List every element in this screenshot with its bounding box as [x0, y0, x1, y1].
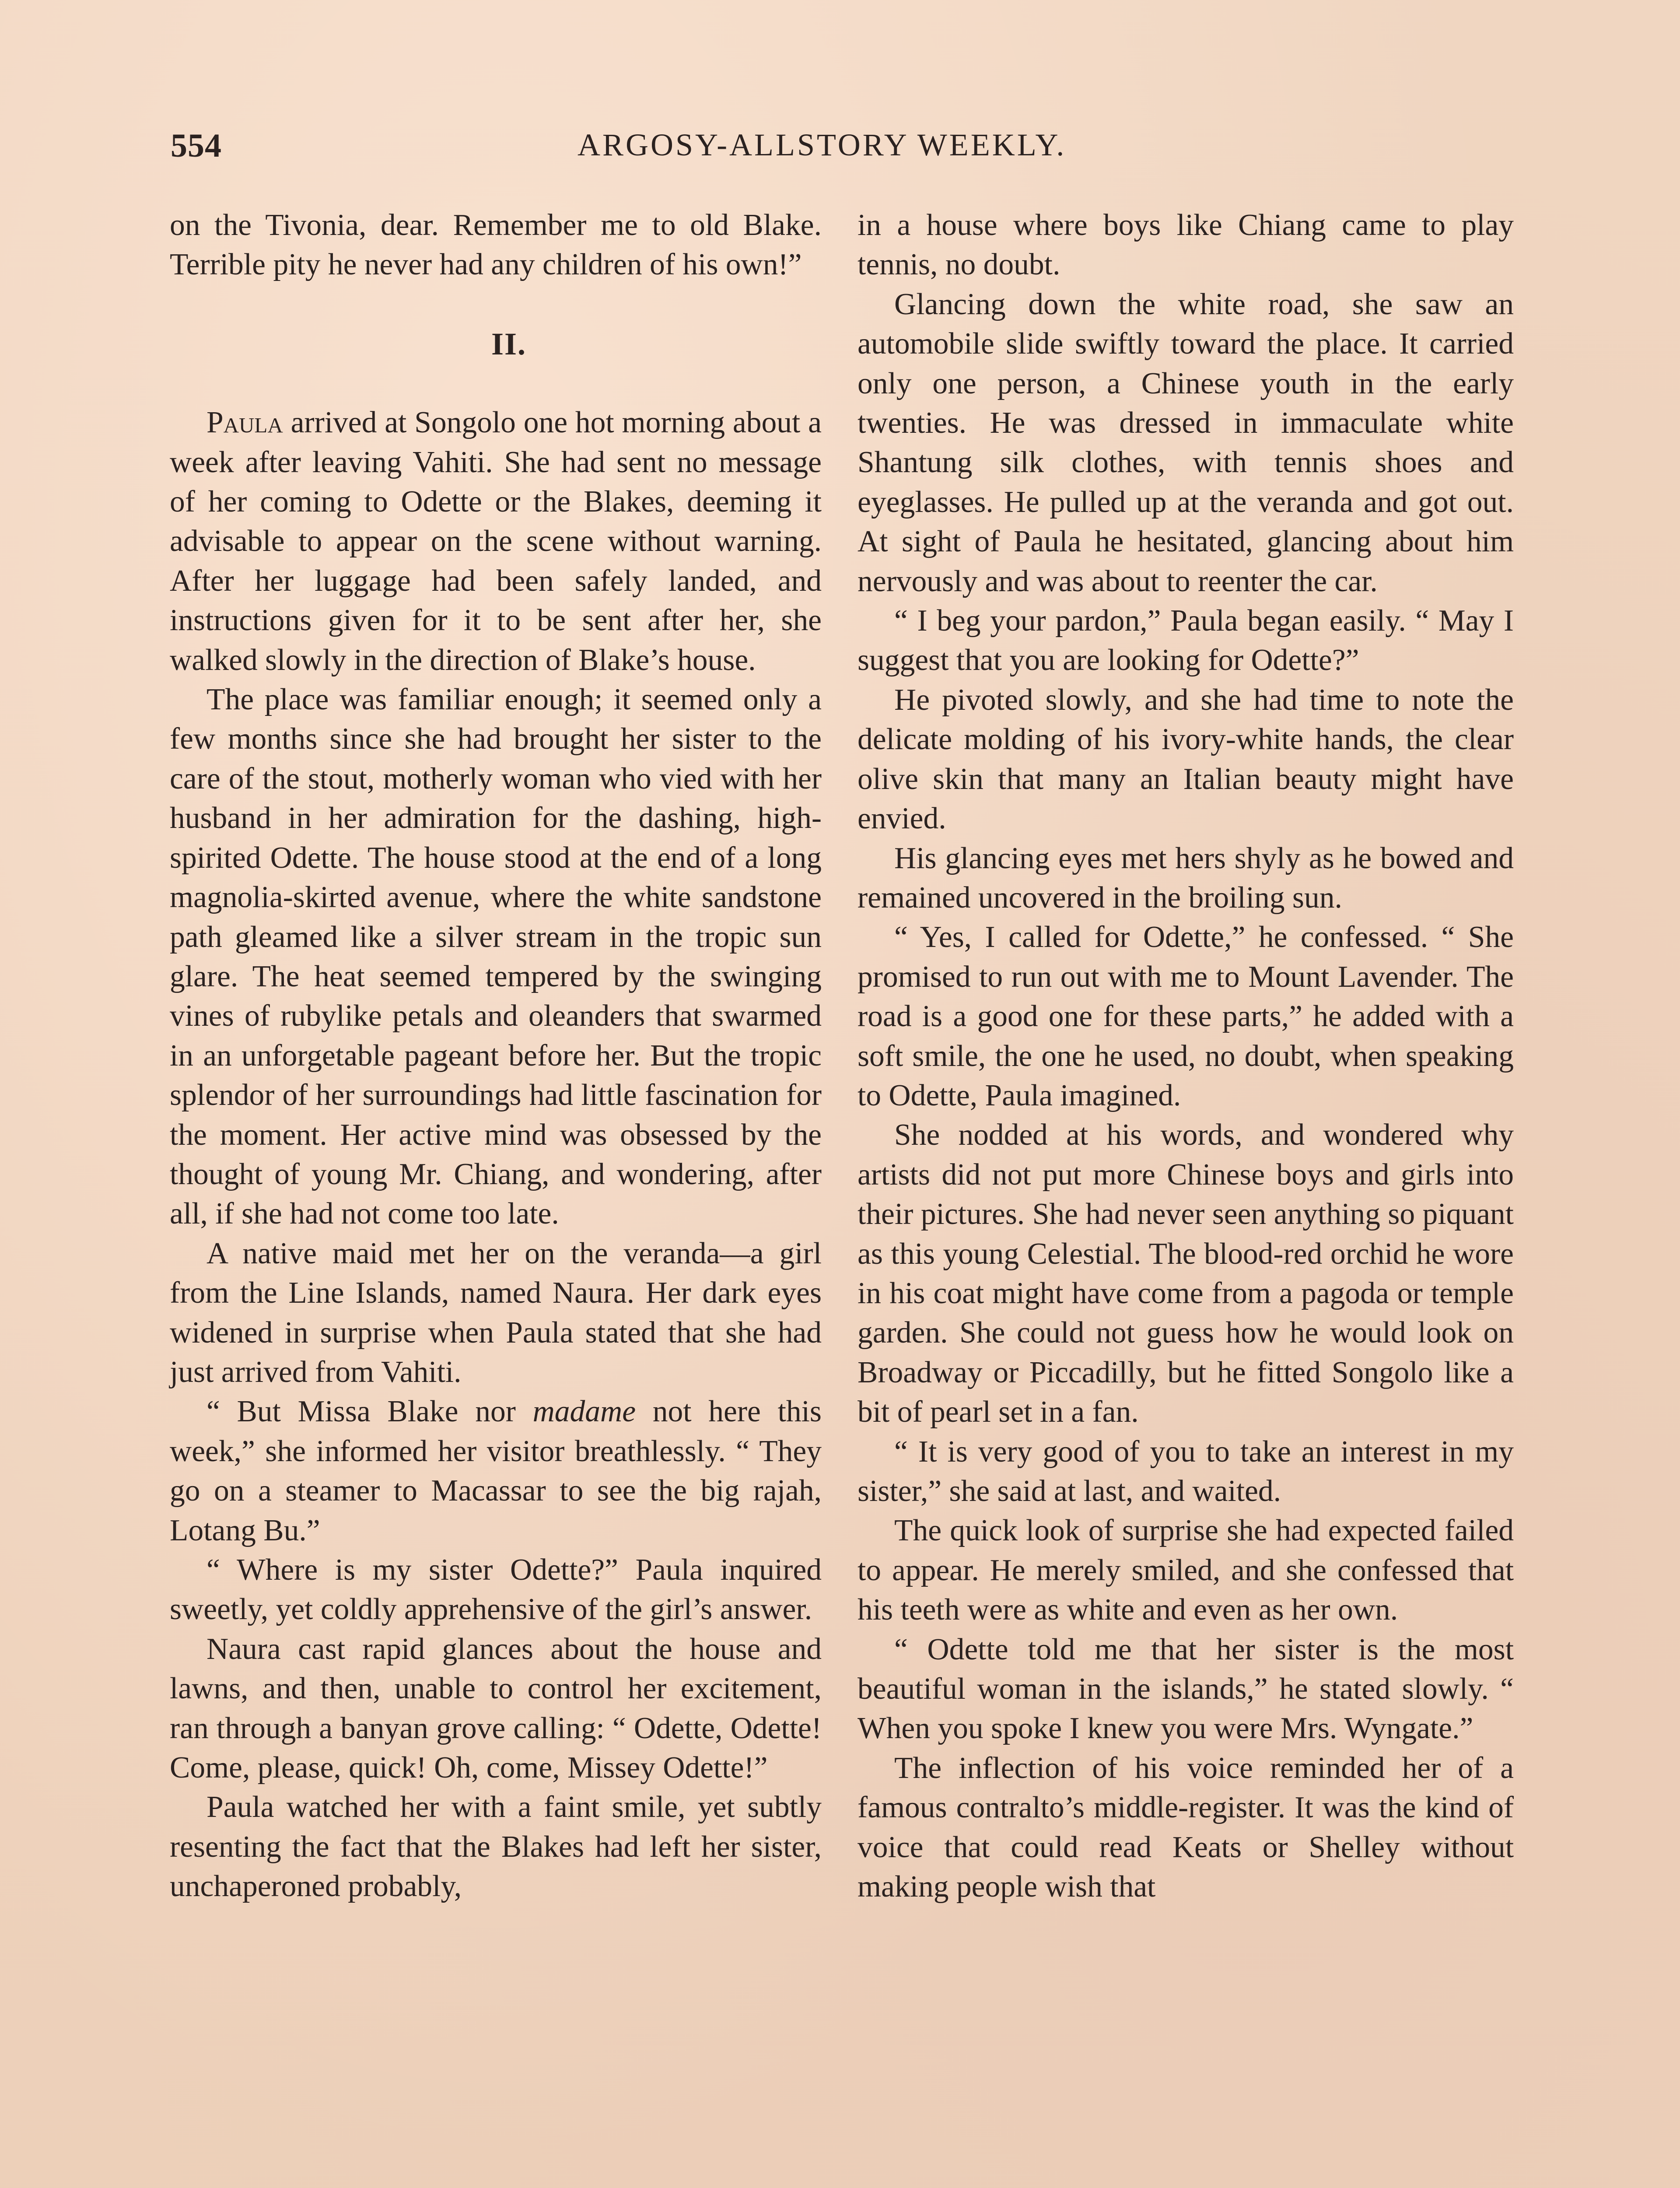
paragraph	[170, 1392, 822, 1550]
paragraph-text: arrived at Songolo one hot morning about a week after leaving Vahiti. She had sent no message of her coming to Odette or the Blakes, deeming it advisable to appear on the scene without warning. After her luggage had been safely landed, and instructions given for it to be sent after her, she walked slowly in the direction of Blake’s house.	[170, 406, 822, 677]
paragraph: Naura cast rapid glances about the house and lawns, and then, unable to control her excitement, ran through a banyan grove calling: “ Odette, Odette! Come, please, quick! Oh, come, Missey Odette!”	[170, 1632, 822, 1785]
paragraph: Glancing down the white road, she saw an automobile slide swiftly toward the place. It carried only one person, a Chinese youth in the early twenties. He was dressed in immaculate white Shantung silk clothes, with tennis shoes and eyeglasses. He pulled up at the veranda and got out. At sight of Paula he hesitated, glancing about him nervously and was about to reenter the car.	[858, 287, 1514, 598]
paragraph-text: not here this week,” she informed her visitor breathlessly. “ They go on a steamer to Macassar to see the big rajah, Lotang Bu.”	[170, 1395, 822, 1547]
italic-word: madame	[532, 1395, 636, 1429]
paragraph: He pivoted slowly, and she had time to note the delicate molding of his ivory-white hands, the clear olive skin that many an Italian beauty might have envied.	[858, 683, 1514, 836]
right-column	[858, 206, 1514, 1907]
paragraph: She nodded at his words, and wondered why artists did not put more Chinese boys and girls into their pictures. She had never seen anything so piquant as this young Celestial. The blood-red orchid he wore in his coat might have come from a pagoda or temple garden. She could not guess how he would look on Broadway or Piccadilly, but he fitted Songolo like a bit of pearl set in a fan.	[858, 1118, 1514, 1429]
page-header	[171, 127, 1518, 175]
paragraph: in a house where boys like Chiang came to play tennis, no doubt.	[858, 208, 1514, 282]
paragraph: “ It is very good of you to take an interest in my sister,” she said at last, and waited.	[858, 1434, 1514, 1508]
page-number: 554	[171, 127, 222, 164]
running-title: ARGOSY-ALLSTORY WEEKLY.	[578, 127, 1067, 162]
paragraph: Paula watched her with a faint smile, yet subtly resenting the fact that the Blakes had left her sister, unchaperoned probably,	[170, 1790, 822, 1904]
paragraph: A native maid met her on the veranda—a girl from the Line Islands, named Naura. Her dark eyes widened in surprise when Paula stated that she had just arrived from Vahiti.	[170, 1236, 822, 1389]
paragraph: on the Tivonia, dear. Remember me to old Blake. Terrible pity he never had any children of his own!”	[170, 208, 822, 282]
paragraph: The place was familiar enough; it seemed only a few months since she had brought her sister to the care of the stout, motherly woman who vied with her husband in her admiration for the dashing, high-spirited Odette. The house stood at the end of a long magnolia-skirted avenue, where the white sandstone path gleamed like a silver stream in the tropic sun glare. The heat seemed tempered by the swinging vines of rubylike petals and oleanders that swarmed in an unforgetable pageant before her. But the tropic splendor of her surroundings had little fascination for the moment. Her active mind was obsessed by the thought of young Mr. Chiang, and wondering, after all, if she had not come too late.	[170, 683, 822, 1231]
paragraph: The inflection of his voice reminded her of a famous contralto’s middle-register. It was the kind of voice that could read Keats or Shelley without making people wish that	[858, 1751, 1514, 1904]
paragraph	[170, 403, 822, 680]
paragraph: “ I beg your pardon,” Paula began easily. “ May I suggest that you are looking for Odette?”	[858, 604, 1514, 677]
paragraph: “ Odette told me that her sister is the most beautiful woman in the islands,” he stated slowly. “ When you spoke I knew you were Mrs. Wyngate.”	[858, 1632, 1514, 1746]
paragraph: His glancing eyes met hers shyly as he bowed and remained uncovered in the broiling sun.	[858, 841, 1514, 915]
paragraph-text: “ But Missa Blake nor	[206, 1395, 533, 1429]
section-heading: II.	[491, 326, 527, 361]
paragraph: “ Where is my sister Odette?” Paula inquired sweetly, yet coldly apprehensive of the girl’s answer.	[170, 1553, 822, 1627]
paragraph: “ Yes, I called for Odette,” he confessed. “ She promised to run out with me to Mount Lavender. The road is a good one for these parts,” he added with a soft smile, the one he used, no doubt, when speaking to Odette, Paula imagined.	[858, 920, 1514, 1112]
small-caps-lead: Paula	[206, 406, 283, 440]
left-column	[170, 206, 822, 1907]
paragraph: The quick look of surprise she had expected failed to appear. He merely smiled, and she confessed that his teeth were as white and even as her own.	[858, 1514, 1514, 1627]
